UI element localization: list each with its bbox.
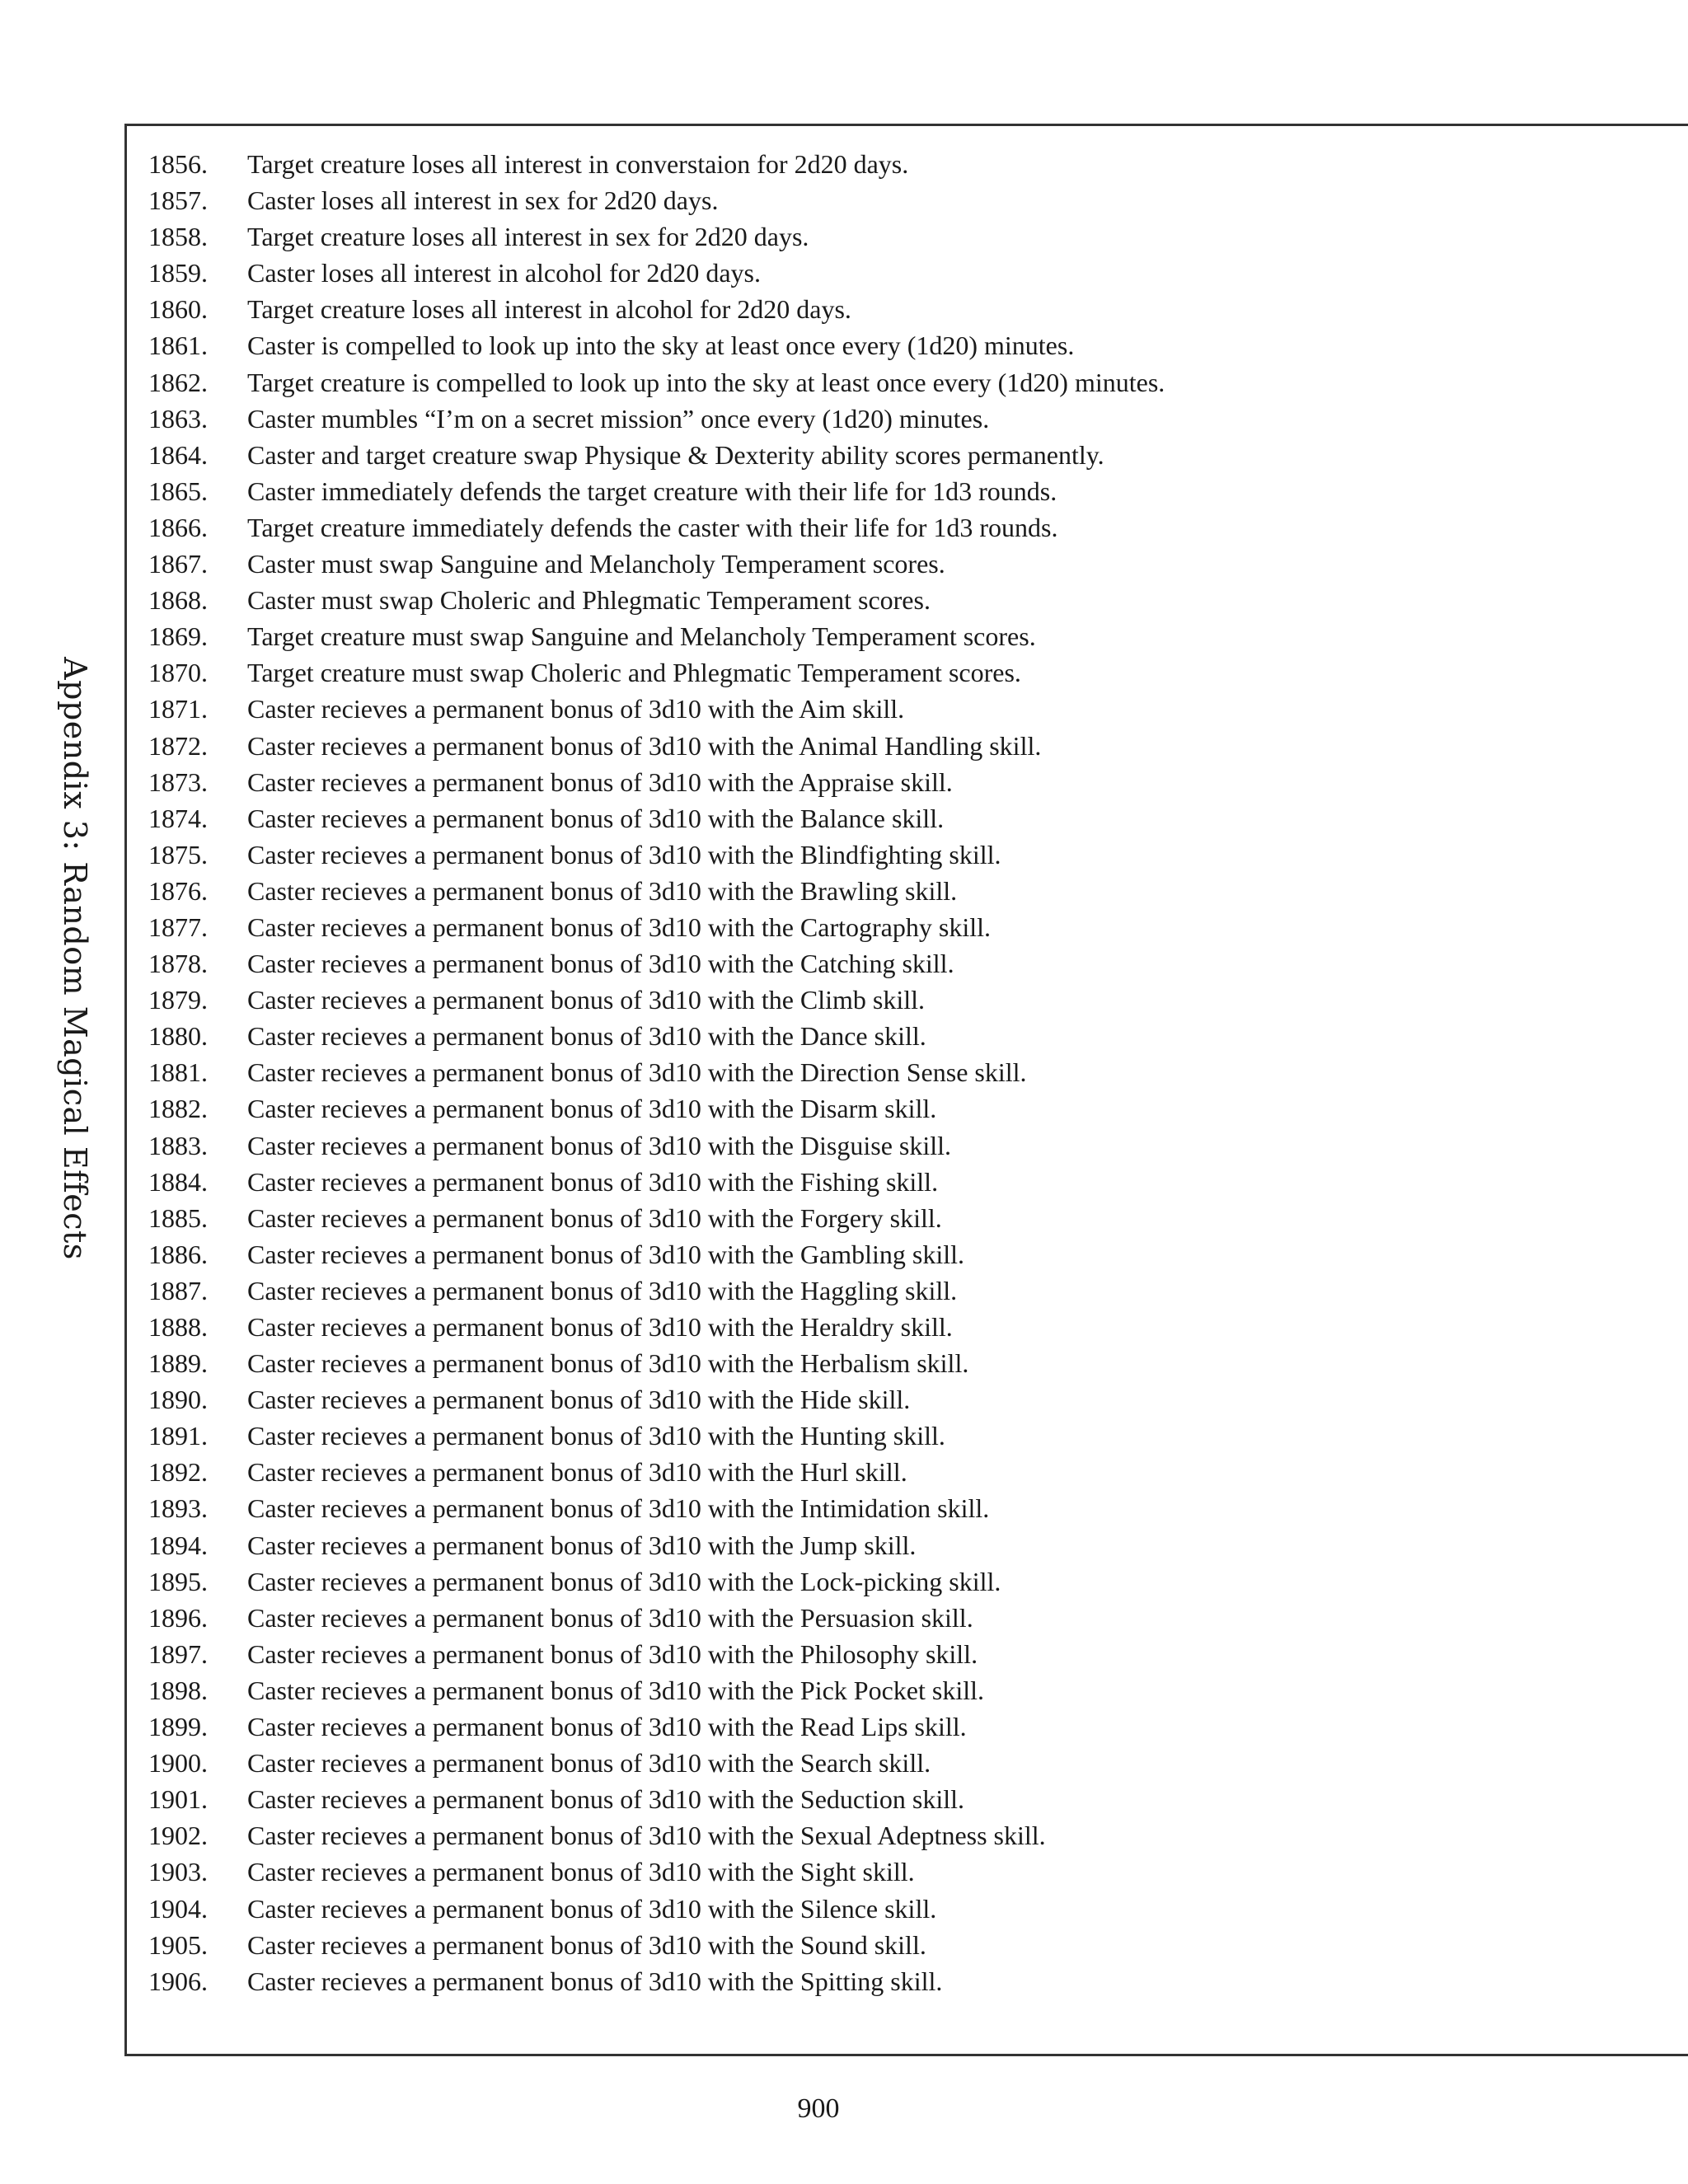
list-item	[148, 327, 1165, 363]
list-item	[148, 218, 1165, 255]
entry-text: Caster recieves a permanent bonus of 3d10 with the Heraldry skill.	[247, 1312, 953, 1342]
entry-text: Caster recieves a permanent bonus of 3d10 with the Philosophy skill.	[247, 1638, 978, 1669]
entry-number: 1896.	[148, 1602, 208, 1633]
entry-text: Caster mumbles “I’m on a secret mission” once every (1d20) minutes.	[247, 403, 990, 434]
entry-number: 1893.	[148, 1493, 208, 1524]
entry-number: 1859.	[148, 258, 208, 288]
entry-text: Caster recieves a permanent bonus of 3d10 with the Disguise skill.	[247, 1130, 952, 1160]
entry-text: Target creature immediately defends the caster with their life for 1d3 rounds.	[247, 512, 1058, 542]
entry-text: Caster is compelled to look up into the sky at least once every (1d20) minutes.	[247, 330, 1075, 361]
list-item	[148, 1454, 1165, 1490]
entry-number: 1895.	[148, 1566, 208, 1596]
entry-text: Caster recieves a permanent bonus of 3d10 with the Animal Handling skill.	[247, 730, 1042, 761]
entry-number: 1872.	[148, 730, 208, 761]
list-item	[148, 1636, 1165, 1672]
entry-text: Caster immediately defends the target creature with their life for 1d3 rounds.	[247, 476, 1057, 506]
entry-number: 1905.	[148, 1929, 208, 1960]
list-item	[148, 1490, 1165, 1526]
entry-number: 1902.	[148, 1821, 208, 1851]
entry-number: 1869.	[148, 621, 208, 652]
list-item	[148, 1891, 1165, 1927]
list-item	[148, 1527, 1165, 1563]
entry-text: Caster recieves a permanent bonus of 3d10 with the Jump skill.	[247, 1530, 917, 1560]
list-item	[148, 1345, 1165, 1381]
side-title: Appendix 3: Random Magical Effects	[57, 657, 93, 1260]
entry-text: Caster must swap Sanguine and Melancholy Temperament scores.	[247, 549, 945, 579]
list-item	[148, 1018, 1165, 1054]
entry-text: Caster recieves a permanent bonus of 3d10 with the Sight skill.	[247, 1857, 915, 1887]
list-item	[148, 1927, 1165, 1963]
list-item	[148, 1236, 1165, 1272]
entry-number: 1870.	[148, 658, 208, 688]
entry-number: 1867.	[148, 549, 208, 579]
entry-number: 1873.	[148, 766, 208, 797]
entry-number: 1901.	[148, 1784, 208, 1815]
entry-number: 1868.	[148, 585, 208, 616]
entry-number: 1864.	[148, 439, 208, 470]
list-item	[148, 146, 1165, 182]
list-item	[148, 800, 1165, 837]
entry-text: Caster recieves a permanent bonus of 3d10 with the Brawling skill.	[247, 875, 958, 906]
list-item	[148, 1200, 1165, 1236]
list-item	[148, 1563, 1165, 1600]
list-item	[148, 1418, 1165, 1454]
entry-number: 1879.	[148, 985, 208, 1015]
entry-text: Caster recieves a permanent bonus of 3d10 with the Silence skill.	[247, 1893, 937, 1924]
list-item	[148, 909, 1165, 945]
entry-number: 1903.	[148, 1857, 208, 1887]
list-item	[148, 1054, 1165, 1090]
entry-number: 1881.	[148, 1057, 208, 1088]
entry-number: 1880.	[148, 1021, 208, 1052]
entry-number: 1883.	[148, 1130, 208, 1160]
entry-number: 1857.	[148, 185, 208, 216]
entry-number: 1888.	[148, 1312, 208, 1342]
entry-number: 1891.	[148, 1421, 208, 1451]
list-item	[148, 1090, 1165, 1127]
entry-text: Caster recieves a permanent bonus of 3d10 with the Blindfighting skill.	[247, 839, 1001, 869]
entry-text: Target creature must swap Choleric and Phlegmatic Temperament scores.	[247, 658, 1021, 688]
list-item	[148, 1963, 1165, 1999]
list-item	[148, 1745, 1165, 1781]
entry-text: Caster recieves a permanent bonus of 3d10 with the Aim skill.	[247, 694, 905, 724]
entry-text: Caster recieves a permanent bonus of 3d10 with the Hurl skill.	[247, 1457, 907, 1488]
entry-number: 1871.	[148, 694, 208, 724]
entry-text: Caster recieves a permanent bonus of 3d10 with the Disarm skill.	[247, 1094, 937, 1124]
list-item	[148, 401, 1165, 437]
entry-text: Target creature loses all interest in converstaion for 2d20 days.	[247, 149, 909, 179]
entry-number: 1899.	[148, 1712, 208, 1742]
entry-text: Caster recieves a permanent bonus of 3d10 with the Lock-picking skill.	[247, 1566, 1001, 1596]
list-item	[148, 255, 1165, 291]
list-item	[148, 1309, 1165, 1345]
entry-number: 1856.	[148, 149, 208, 179]
entry-number: 1875.	[148, 839, 208, 869]
entry-text: Caster loses all interest in alcohol for 2d20 days.	[247, 258, 761, 288]
entry-number: 1884.	[148, 1166, 208, 1197]
entry-text: Caster recieves a permanent bonus of 3d10 with the Read Lips skill.	[247, 1712, 967, 1742]
entry-text: Target creature must swap Sanguine and Melancholy Temperament scores.	[247, 621, 1036, 652]
entry-text: Caster recieves a permanent bonus of 3d10 with the Direction Sense skill.	[247, 1057, 1027, 1088]
list-item	[148, 291, 1165, 327]
entry-text: Caster recieves a permanent bonus of 3d10 with the Catching skill.	[247, 949, 954, 979]
entry-number: 1860.	[148, 294, 208, 325]
entry-number: 1878.	[148, 949, 208, 979]
list-item	[148, 473, 1165, 509]
entry-number: 1898.	[148, 1675, 208, 1705]
entry-text: Caster recieves a permanent bonus of 3d10 with the Dance skill.	[247, 1021, 926, 1052]
list-item	[148, 945, 1165, 982]
entry-text: Caster recieves a permanent bonus of 3d10 with the Pick Pocket skill.	[247, 1675, 985, 1705]
list-item	[148, 1600, 1165, 1636]
entry-text: Caster recieves a permanent bonus of 3d10 with the Sound skill.	[247, 1929, 926, 1960]
entry-number: 1865.	[148, 476, 208, 506]
entry-number: 1906.	[148, 1966, 208, 1996]
list-item	[148, 873, 1165, 909]
entry-text: Caster recieves a permanent bonus of 3d10 with the Intimidation skill.	[247, 1493, 990, 1524]
list-item	[148, 437, 1165, 473]
list-item	[148, 1817, 1165, 1854]
list-item	[148, 1672, 1165, 1708]
entry-number: 1904.	[148, 1893, 208, 1924]
entry-number: 1900.	[148, 1748, 208, 1779]
list-item	[148, 1381, 1165, 1418]
list-item	[148, 1127, 1165, 1164]
entry-number: 1861.	[148, 330, 208, 361]
entry-text: Caster recieves a permanent bonus of 3d10 with the Forgery skill.	[247, 1202, 942, 1233]
list-item	[148, 509, 1165, 546]
list-item	[148, 1272, 1165, 1309]
list-item	[148, 1781, 1165, 1817]
list-item	[148, 654, 1165, 691]
entry-text: Target creature loses all interest in sex for 2d20 days.	[247, 222, 809, 252]
list-item	[148, 1164, 1165, 1200]
list-item	[148, 546, 1165, 582]
list-item	[148, 582, 1165, 618]
entry-number: 1886.	[148, 1239, 208, 1269]
entry-number: 1885.	[148, 1202, 208, 1233]
entry-text: Caster recieves a permanent bonus of 3d10 with the Haggling skill.	[247, 1275, 958, 1305]
entry-number: 1887.	[148, 1275, 208, 1305]
entry-number: 1892.	[148, 1457, 208, 1488]
entry-number: 1874.	[148, 803, 208, 833]
entry-text: Caster recieves a permanent bonus of 3d10 with the Gambling skill.	[247, 1239, 965, 1269]
effects-list	[148, 146, 1165, 1999]
entry-text: Target creature is compelled to look up into the sky at least once every (1d20) minutes.	[247, 367, 1165, 397]
list-item	[148, 837, 1165, 873]
list-item	[148, 1708, 1165, 1745]
entry-text: Caster loses all interest in sex for 2d20 days.	[247, 185, 719, 216]
entry-text: Caster recieves a permanent bonus of 3d10 with the Fishing skill.	[247, 1166, 939, 1197]
list-item	[148, 982, 1165, 1018]
entry-text: Caster recieves a permanent bonus of 3d10 with the Herbalism skill.	[247, 1348, 969, 1379]
entry-number: 1890.	[148, 1385, 208, 1415]
list-item	[148, 691, 1165, 727]
entry-text: Caster recieves a permanent bonus of 3d10 with the Climb skill.	[247, 985, 926, 1015]
entry-text: Caster recieves a permanent bonus of 3d10 with the Persuasion skill.	[247, 1602, 973, 1633]
entry-text: Caster recieves a permanent bonus of 3d10 with the Cartography skill.	[247, 912, 991, 942]
entry-number: 1889.	[148, 1348, 208, 1379]
entry-number: 1858.	[148, 222, 208, 252]
list-item	[148, 1854, 1165, 1890]
entry-text: Caster recieves a permanent bonus of 3d10 with the Hide skill.	[247, 1385, 911, 1415]
list-item	[148, 182, 1165, 218]
entry-number: 1877.	[148, 912, 208, 942]
entry-number: 1866.	[148, 512, 208, 542]
entry-number: 1862.	[148, 367, 208, 397]
entry-text: Caster recieves a permanent bonus of 3d10 with the Appraise skill.	[247, 766, 953, 797]
entry-number: 1882.	[148, 1094, 208, 1124]
list-item	[148, 618, 1165, 654]
entry-text: Caster recieves a permanent bonus of 3d10 with the Hunting skill.	[247, 1421, 945, 1451]
list-item	[148, 364, 1165, 401]
entry-text: Caster and target creature swap Physique & Dexterity ability scores permanently.	[247, 439, 1104, 470]
list-item	[148, 764, 1165, 800]
entry-text: Caster recieves a permanent bonus of 3d10 with the Balance skill.	[247, 803, 945, 833]
entry-text: Caster recieves a permanent bonus of 3d10 with the Spitting skill.	[247, 1966, 943, 1996]
entry-text: Caster recieves a permanent bonus of 3d10 with the Sexual Adeptness skill.	[247, 1821, 1046, 1851]
entry-number: 1894.	[148, 1530, 208, 1560]
entry-text: Caster must swap Choleric and Phlegmatic Temperament scores.	[247, 585, 931, 616]
entry-text: Caster recieves a permanent bonus of 3d10 with the Search skill.	[247, 1748, 931, 1779]
entry-text: Target creature loses all interest in alcohol for 2d20 days.	[247, 294, 851, 325]
entry-number: 1863.	[148, 403, 208, 434]
entry-text: Caster recieves a permanent bonus of 3d10 with the Seduction skill.	[247, 1784, 965, 1815]
list-item	[148, 728, 1165, 764]
entry-number: 1876.	[148, 875, 208, 906]
page-number: 900	[797, 2093, 840, 2124]
entry-number: 1897.	[148, 1638, 208, 1669]
